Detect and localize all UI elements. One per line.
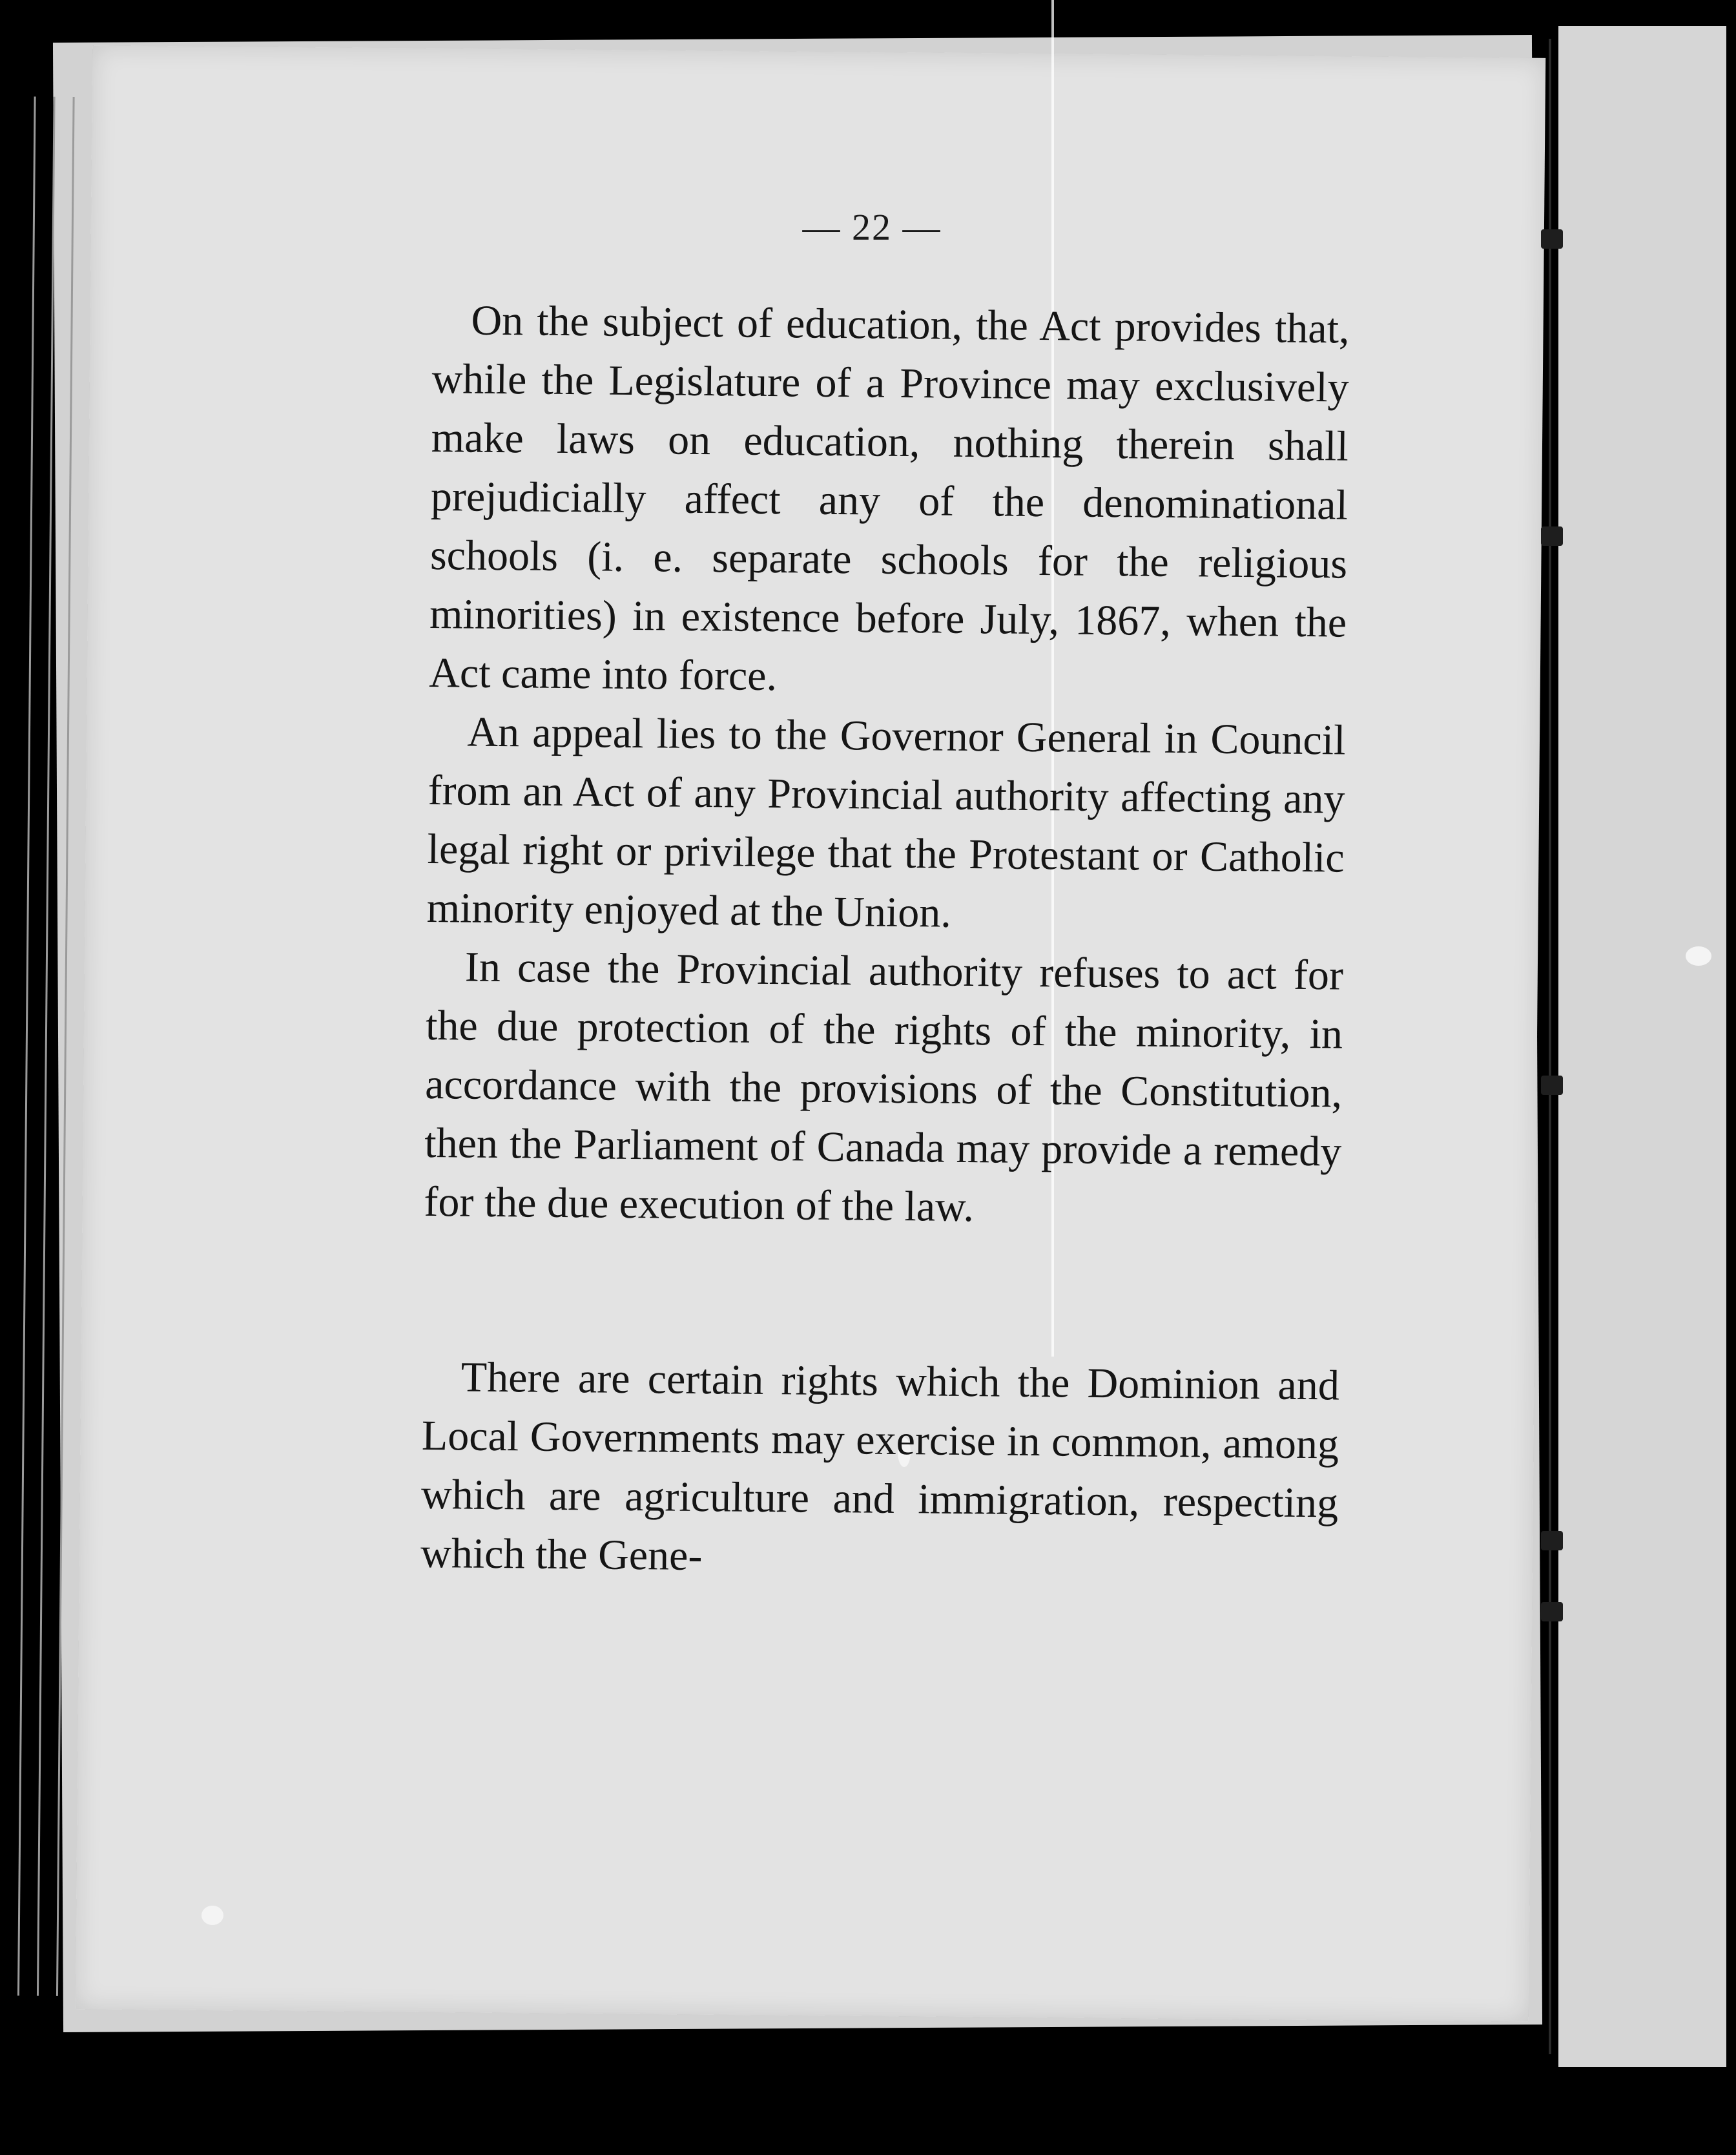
page-edge-line [17, 96, 36, 1995]
body-text [420, 291, 1350, 1592]
binding-stitch [1541, 1531, 1563, 1550]
paragraph-common-rights: There are certain rights which the Dominion and Local Governments may exercise in common, among which are agriculture and immigration, respecting which the Gene- [420, 1353, 1340, 1580]
gutter-line [1549, 39, 1551, 2054]
binding-stitch [1541, 1076, 1563, 1095]
page-edge-line [37, 97, 56, 1996]
binding-stitch [1541, 229, 1563, 249]
paper-speck [1686, 946, 1711, 966]
binding-stitch [1541, 1602, 1563, 1621]
binding-stitch [1541, 526, 1563, 546]
paragraph-education: On the subject of education, the Act provides that, while the Legislature of a Province may exclusively make laws on education, nothing therein shall prejudicially affect any of the denominational schools (i. e. separate schools for the religious minorities) in existence before July, 1867, when the Act came into force. [428, 297, 1350, 700]
paragraph-remedy: In case the Provincial authority refuses to act for the due protection of the rights of the minority, in accordance with the provisions of the Constitution, then the Parliament of Canada may provide a remedy for the due execution of the law. [424, 943, 1344, 1231]
paper-speck [202, 1906, 223, 1925]
facing-page-edge [1558, 26, 1726, 2067]
page-number: — 22 — [802, 206, 942, 248]
section-gap [422, 1231, 1341, 1357]
paragraph-appeal: An appeal lies to the Governor General in Council from an Act of any Provincial authority affecting any legal right or privilege that the Protestant or Catholic minority enjoyed at the Union. [426, 708, 1346, 937]
